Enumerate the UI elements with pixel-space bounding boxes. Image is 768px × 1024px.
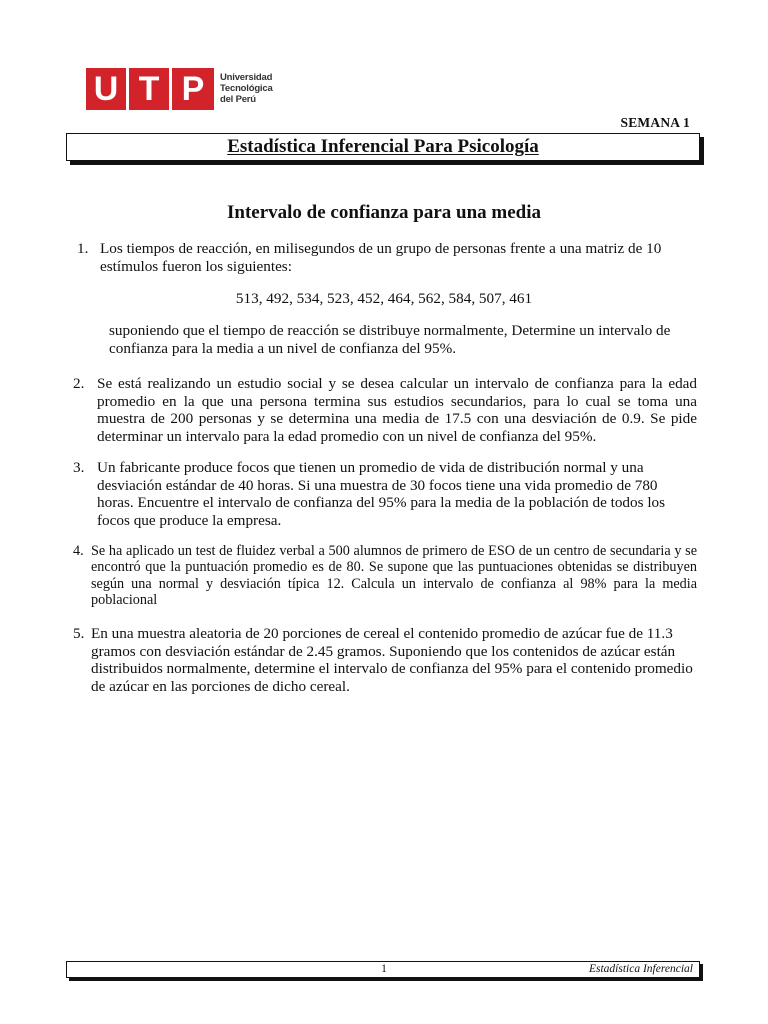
question-1-data: 513, 492, 534, 523, 452, 464, 562, 584, 507, 461: [235, 290, 533, 307]
page-footer: [66, 961, 700, 978]
logo-line-3: del Perú: [220, 94, 256, 105]
question-4-text: Se ha aplicado un test de fluidez verbal a 500 alumnos de primero de ESO de un centro de secundaria y se encontró que la puntuación promedio es de 80. Se supone que las puntuaciones obtenidas se distribuyen según una normal y desviación típica 12. Calcula un intervalo de confianza al 98% para la media poblacional: [91, 543, 697, 608]
footer-course-name: Estadística Inferencial: [588, 963, 693, 975]
logo-letter-p: P: [172, 68, 214, 110]
question-2-text: Se está realizando un estudio social y se desea calcular un intervalo de confianza para la edad promedio en la que una persona termina sus estudios secundarios, para lo cual se toma una muestra de 200 personas y se determina una media de 17.5 con una desviación de 0.9. Se pide determinar un intervalo para la edad promedio con un nivel de confianza del 95%.: [97, 375, 697, 445]
question-5: [73, 625, 697, 695]
logo-letter-t: T: [129, 68, 169, 110]
question-3: [73, 459, 697, 529]
question-1-text: Los tiempos de reacción, en milisegundos de un grupo de personas frente a una matriz de 10 estímulos fueron los siguientes:: [100, 240, 662, 275]
page-number: 1: [381, 963, 387, 975]
question-2: [73, 375, 697, 445]
question-1-number: 1.: [77, 240, 89, 257]
question-2-number: 2.: [73, 375, 85, 392]
question-1-continuation-text: suponiendo que el tiempo de reacción se distribuye normalmente, Determine un intervalo de confianza para la media a un nivel de confianza del 95%.: [109, 322, 671, 357]
question-4-number: 4.: [73, 543, 84, 559]
question-1-continuation: [73, 322, 697, 357]
section-subtitle: Intervalo de confianza para una media: [226, 202, 542, 223]
question-5-number: 5.: [73, 625, 85, 642]
question-5-text: En una muestra aleatoria de 20 porciones de cereal el contenido promedio de azúcar fue de 11.3 gramos con desviación estándar de 2.45 gramos. Suponiendo que los contenidos de azúcar están distribuidos normalmente, determine el intervalo de confianza del 95% para el contenido promedio de azúcar en las porciones de dicho cereal.: [91, 625, 693, 695]
question-3-number: 3.: [73, 459, 85, 476]
question-4: [73, 543, 697, 608]
logo-letter-u: U: [86, 68, 126, 110]
course-title: Estadística Inferencial Para Psicología: [66, 133, 700, 161]
utp-logo: [86, 68, 286, 112]
logo-line-1: Universidad: [220, 72, 273, 83]
week-label: SEMANA 1: [620, 115, 690, 130]
question-1: [73, 240, 697, 275]
question-3-text: Un fabricante produce focos que tienen un promedio de vida de distribución normal y una desviación estándar de 40 horas. Si una muestra de 30 focos tiene una vida promedio de 780 horas. Encuentre el intervalo de confianza del 95% para la media de la población de todos los focos que produce la empresa.: [97, 459, 666, 529]
logo-line-2: Tecnológica: [220, 83, 273, 94]
logo-university-name: [220, 72, 300, 105]
